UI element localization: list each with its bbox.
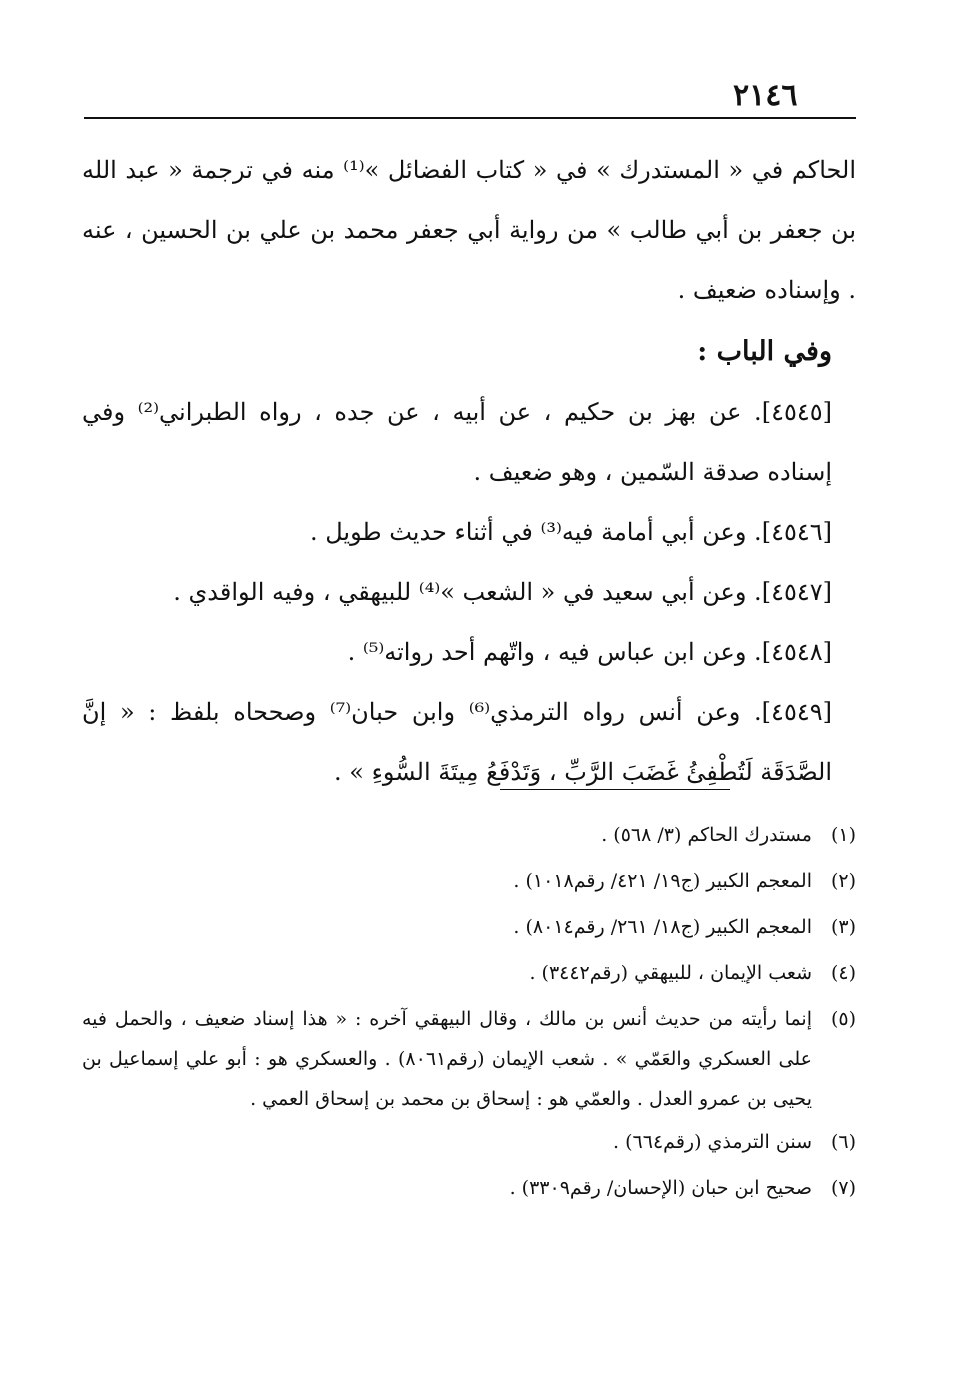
hadith-entry [82,682,856,802]
footnote [82,950,856,996]
footnotes [82,812,856,1211]
entry-text: . وعن أبي أمامة فيه⁽³⁾ في أثناء حديث طويل . [309,518,762,546]
hadith-entry [82,382,856,502]
footnote-text: مستدرك الحاكم (٣/ ٥٦٨) . [601,824,812,846]
footnote [82,1165,856,1211]
footnote-text: سنن الترمذي (رقم٦٦٤) . [613,1131,812,1153]
footnote [82,1119,856,1165]
footnote-number: (٣) [830,916,856,938]
footnote-text: شعب الإيمان ، للبيهقي (رقم٣٤٤٢) . [529,962,812,984]
entry-number: [٤٥٤٧] [761,578,832,606]
entry-number: [٤٥٤٥] [761,398,832,426]
hadith-entry [82,562,856,622]
main-text [82,140,856,802]
footnote-number: (٧) [830,1177,856,1199]
page-number: ٢١٤٦ [733,78,798,113]
footnote-number: (٥) [830,1008,856,1030]
footnote-separator [500,789,730,790]
footnote-number: (١) [830,824,856,846]
footnote-number: (٢) [830,870,856,892]
footnote [82,812,856,858]
header-rule [84,117,856,119]
footnote [82,858,856,904]
footnote-text: صحيح ابن حبان (الإحسان/ رقم٣٣٠٩) . [509,1177,812,1199]
entry-text: . وعن ابن عباس فيه ، واتّهم أحد رواته⁽⁵⁾ . [347,638,762,666]
entry-number: [٤٥٤٦] [761,518,832,546]
footnote-text: المعجم الكبير (ج١٩/ ٤٢١/ رقم١٠١٨) . [513,870,812,892]
entry-text: . عن بهز بن حكيم ، عن أبيه ، عن جده ، رواه الطبراني⁽²⁾ وفي إسناده صدقة السّمين ، وهو ضعيف . [82,398,832,486]
footnote-text: إنما رأيته من حديث أنس بن مالك ، وقال البيهقي آخره : « هذا إسناد ضعيف ، والحمل فيه على العسكري والعَمّي » . شعب الإيمان (رقم٨٠٦١) . والعسكري هو : أبو علي إسماعيل بن يحيى بن عمرو العدل . والعمّي هو : إسحاق بن محمد بن إسحاق العمي . [82,1008,812,1110]
hadith-entry [82,502,856,562]
entry-number: [٤٥٤٨] [761,638,832,666]
footnote-text: المعجم الكبير (ج١٨/ ٢٦١/ رقم٨٠١٤) . [513,916,812,938]
intro-paragraph: الحاكم في « المستدرك » في « كتاب الفضائل »⁽¹⁾ منه في ترجمة « عبد الله بن جعفر بن أبي طالب » من رواية أبي جعفر محمد بن علي بن الحسين ، عنه . وإسناده ضعيف . [82,156,857,304]
entry-text: . وعن أنس رواه الترمذي⁽⁶⁾ وابن حبان⁽⁷⁾ وصححاه بلفظ : « إنَّ الصَّدَقَة لَتُطْفِئُ غَضَبَ الرَّبِّ ، وَتَدْفَعُ مِيتَةَ السُّوءِ » . [82,698,832,786]
footnote-number: (٦) [830,1131,856,1153]
footnote [82,904,856,950]
entry-text: . وعن أبي سعيد في « الشعب »⁽⁴⁾ للبيهقي ، وفيه الواقدي . [173,578,762,606]
section-heading: وفي الباب : [697,336,832,367]
hadith-entry [82,622,856,682]
entry-number: [٤٥٤٩] [761,698,832,726]
footnote [82,996,856,1119]
footnote-number: (٤) [830,962,856,984]
